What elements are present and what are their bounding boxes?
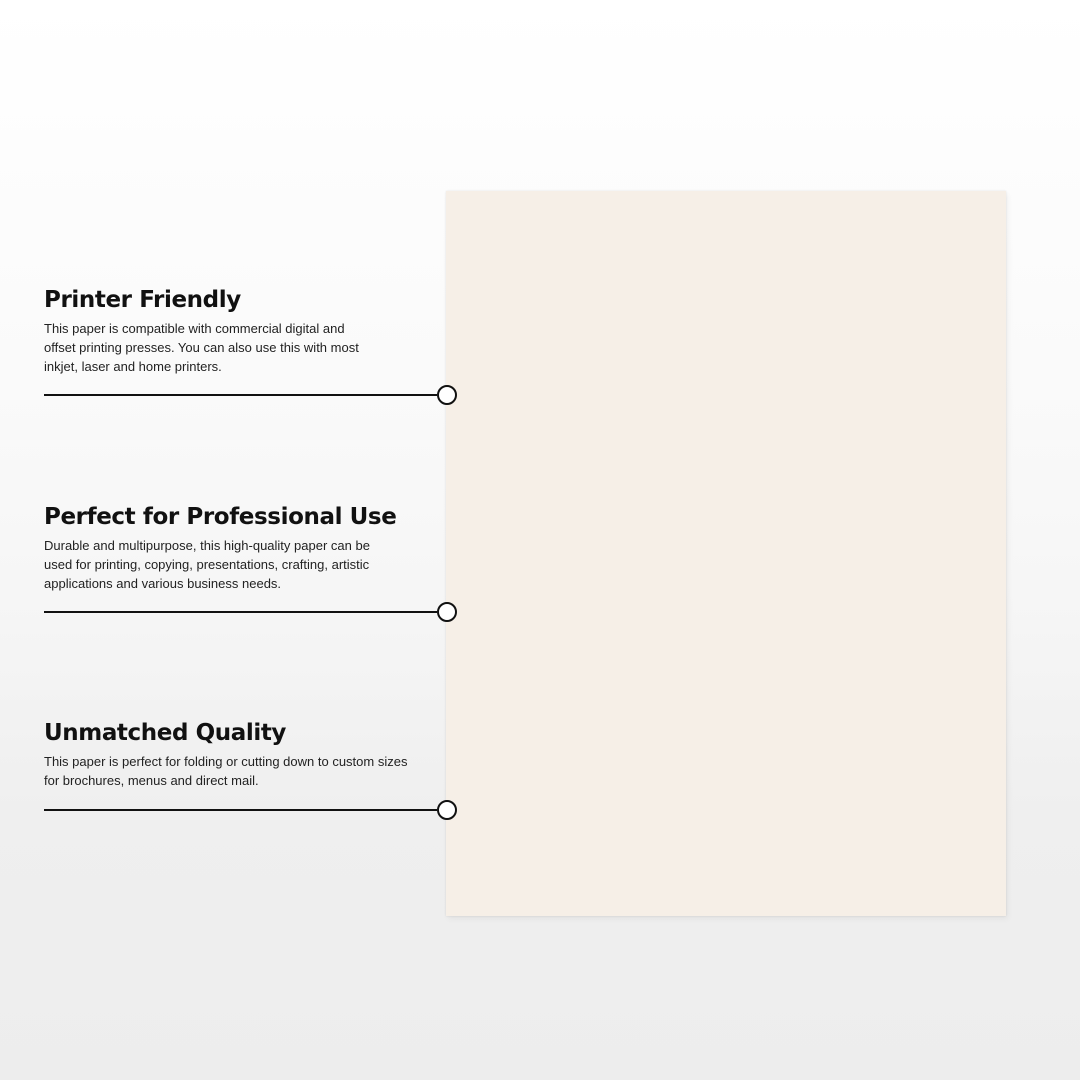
connector-line [44, 800, 456, 820]
callout-line [44, 611, 437, 613]
description-line: Durable and multipurpose, this high-quality paper can be [44, 538, 370, 553]
feature-title: Perfect for Professional Use [44, 504, 397, 530]
feature-description [44, 752, 464, 790]
connector-line [44, 385, 456, 405]
description-line: inkjet, laser and home printers. [44, 359, 222, 374]
description-line: used for printing, copying, presentations, crafting, artistic [44, 557, 370, 572]
feature-title: Unmatched Quality [44, 720, 287, 746]
feature-professional-use [44, 502, 464, 593]
description-line: for brochures, menus and direct mail. [44, 773, 259, 788]
callout-line [44, 809, 437, 811]
feature-printer-friendly [44, 285, 464, 376]
connector-dot-icon [437, 800, 457, 820]
paper-sheet-image [446, 191, 1006, 916]
description-line: This paper is perfect for folding or cutting down to custom sizes [44, 754, 408, 769]
feature-title: Printer Friendly [44, 287, 241, 313]
feature-description [44, 319, 464, 376]
connector-dot-icon [437, 602, 457, 622]
connector-dot-icon [437, 385, 457, 405]
callout-line [44, 394, 437, 396]
connector-line [44, 602, 456, 622]
description-line: This paper is compatible with commercial digital and [44, 321, 345, 336]
description-line: applications and various business needs. [44, 576, 282, 591]
description-line: offset printing presses. You can also use this with most [44, 340, 359, 355]
feature-description [44, 536, 464, 593]
feature-unmatched-quality [44, 718, 464, 790]
